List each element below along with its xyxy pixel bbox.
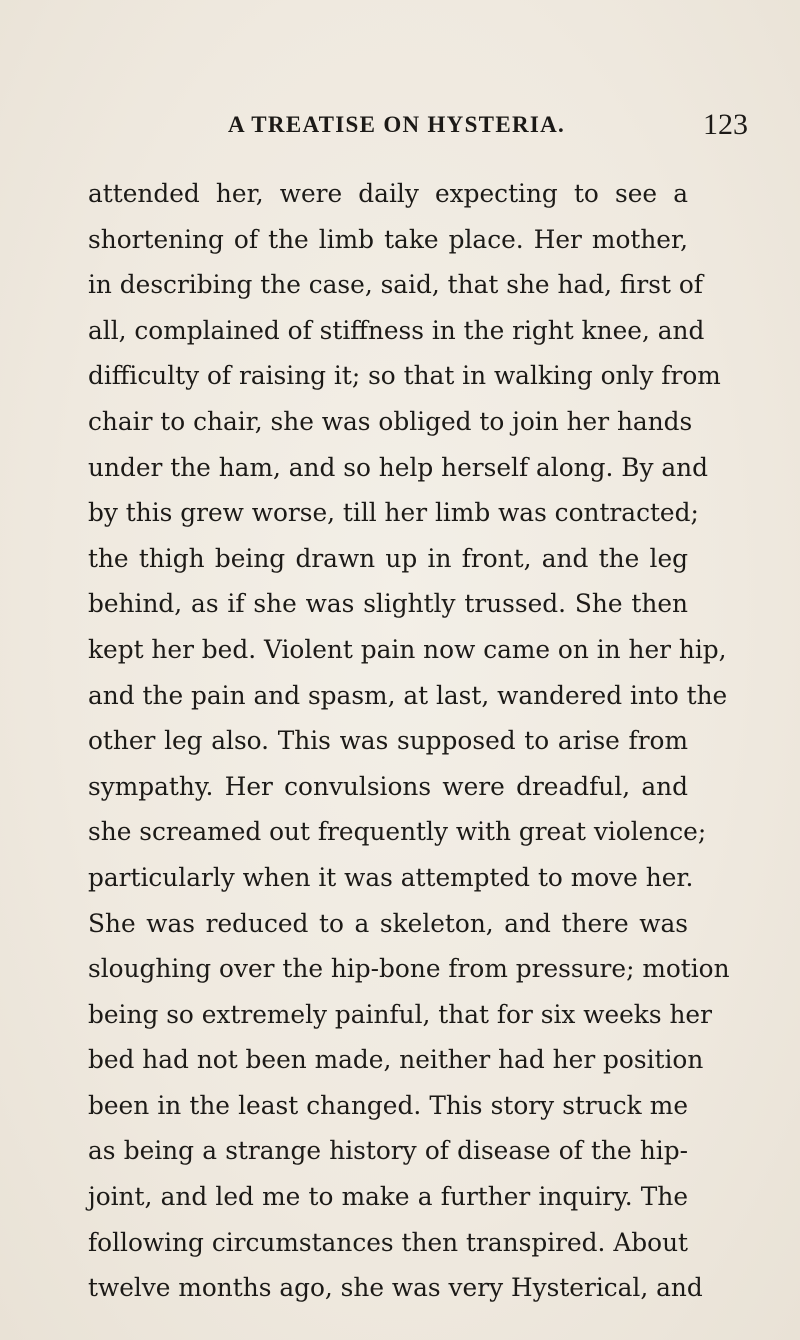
text-line: She was reduced to a skeleton, and there was — [88, 908, 688, 938]
text-line: the thigh being drawn up in front, and the leg — [88, 543, 688, 573]
text-line: bed had not been made, neither had her position — [88, 1045, 704, 1075]
text-line: sloughing over the hip-bone from pressure; motion — [88, 954, 730, 984]
text-line: being so extremely painful, that for six weeks her — [88, 999, 712, 1029]
text-line: twelve months ago, she was very Hysterical, and — [88, 1273, 703, 1303]
text-line: she screamed out frequently with great violence; — [88, 817, 707, 847]
text-line: other leg also. This was supposed to arise from — [88, 726, 688, 756]
text-line: as being a strange history of disease of the hip- — [88, 1136, 688, 1166]
body-text — [88, 171, 730, 1311]
text-line: following circumstances then transpired. About — [88, 1227, 688, 1257]
page-number: 123 — [703, 108, 748, 141]
text-line: by this grew worse, till her limb was contracted; — [88, 498, 699, 528]
text-line: in describing the case, said, that she had, first of — [88, 270, 703, 300]
text-line: and the pain and spasm, at last, wandered into the — [88, 680, 728, 710]
text-line: kept her bed. Violent pain now came on in her hip, — [88, 634, 727, 664]
text-line: chair to chair, she was obliged to join her hands — [88, 406, 693, 436]
text-line: under the ham, and so help herself along. By and — [88, 452, 709, 482]
text-line: particularly when it was attempted to move her. — [88, 862, 694, 892]
text-line: shortening of the limb take place. Her mother, — [88, 224, 688, 254]
text-line: joint, and led me to make a further inquiry. The — [88, 1182, 688, 1212]
text-line: difficulty of raising it; so that in walking only from — [88, 361, 721, 391]
text-line: sympathy. Her convulsions were dreadful, and — [88, 771, 688, 801]
text-line: all, complained of stiffness in the right knee, and — [88, 315, 705, 345]
text-line: behind, as if she was slightly trussed. She then — [88, 589, 688, 619]
running-head — [0, 108, 800, 148]
text-line: been in the least changed. This story struck me — [88, 1090, 688, 1120]
text-line: attended her, were daily expecting to see a — [88, 179, 688, 208]
running-title: A TREATISE ON HYSTERIA. — [228, 112, 566, 137]
